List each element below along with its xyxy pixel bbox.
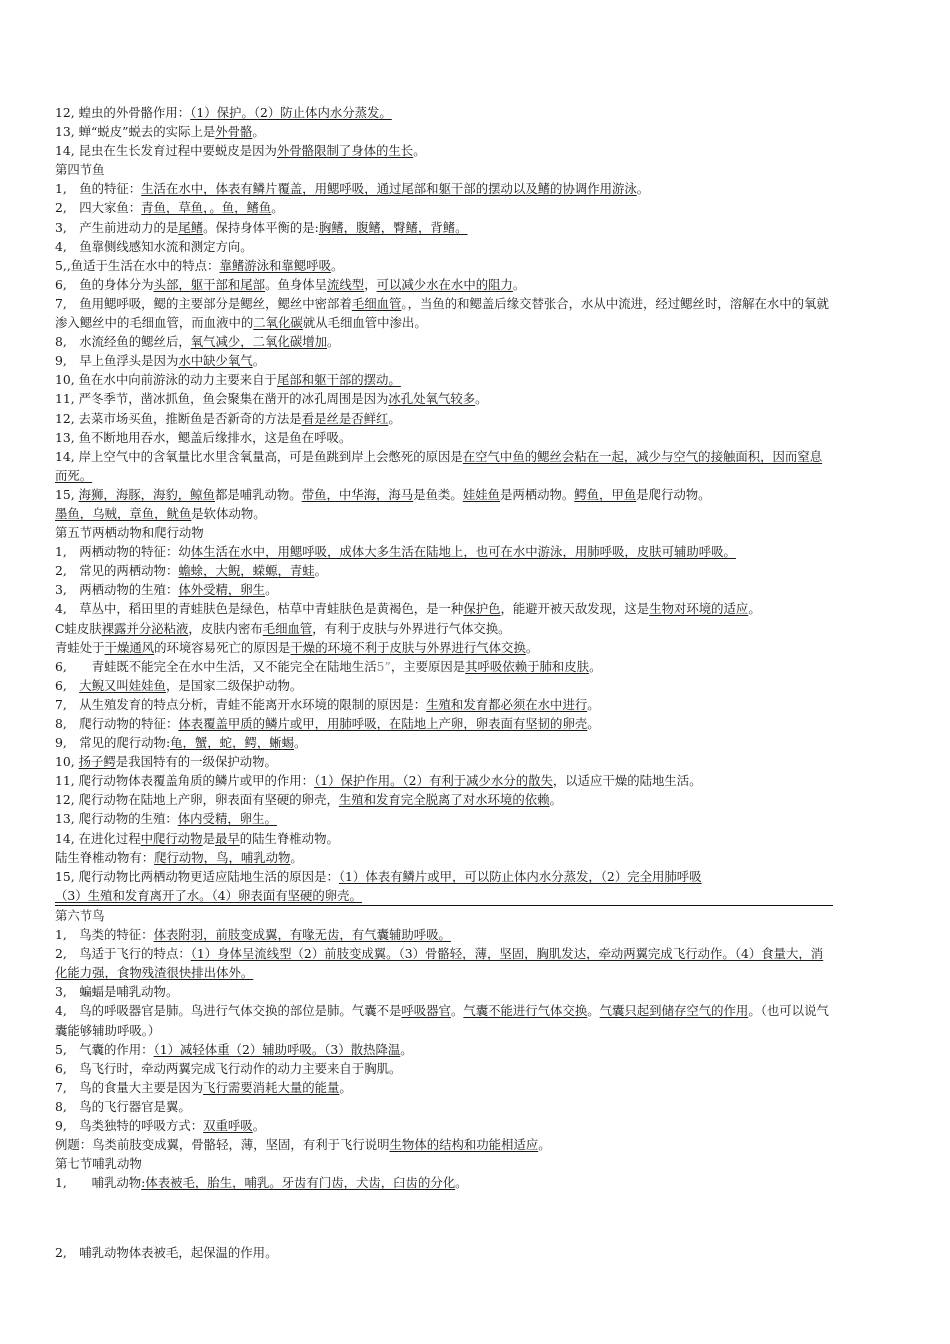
underlined-answer: 干燥通风 <box>104 639 155 655</box>
text-segment: 1, 两栖动物的特征：幼 <box>55 544 191 560</box>
text-segment: 。 <box>589 658 602 674</box>
text-segment: 的环境容易死亡的原因是 <box>154 639 291 655</box>
text-segment: 4, 鸟的呼吸器官是肺。鸟进行气体交换的部位是肺。气囊不是 <box>55 1003 402 1019</box>
text-line-l32 <box>55 733 833 752</box>
underlined-answer: （1）体表有鳞片或甲，可以防止体内水分蒸发，（2）完全用肺呼吸 <box>338 868 702 884</box>
text-line-l50 <box>55 1116 833 1135</box>
underlined-answer: （3）生殖和发育离开了水。（4）卵表面有坚硬的卵壳。 <box>55 887 362 903</box>
text-segment: 2, 鸟适于飞行的特点： <box>55 946 191 962</box>
underlined-answer: 生活在水中，体表有鳞片覆盖，用鳃呼吸，通过尾部和躯干部的摆动以及鳍的协调作用游泳 <box>141 181 637 197</box>
text-segment: 。 <box>290 849 303 865</box>
text-line-l49 <box>55 1097 833 1116</box>
text-segment: 12, 爬行动物在陆地上产卵，卵表面有坚硬的卵壳， <box>55 792 339 808</box>
text-segment: 9, 早上鱼浮头是因为 <box>55 353 179 369</box>
text-line-l19 <box>55 485 833 504</box>
underlined-answer: 体表覆盖甲质的鳞片或甲，用肺呼吸，在陆地上产卵，卵表面有坚韧的卵壳 <box>178 716 588 731</box>
text-line-l10 <box>55 275 833 294</box>
text-segment: 8, 水流经鱼的鳃丝后， <box>55 334 191 350</box>
text-segment: 2, 常见的两栖动物： <box>55 563 179 579</box>
text-line-l29 <box>55 676 833 695</box>
text-line-l02 <box>55 122 833 141</box>
document-page <box>55 103 833 1262</box>
underlined-answer: 体内受精，卵生。 <box>177 811 277 827</box>
text-segment: 。 <box>512 276 526 292</box>
text-segment: 10, <box>55 754 79 770</box>
text-line-l54 <box>55 1243 833 1262</box>
text-line-l34 <box>55 771 833 790</box>
text-segment: 14, 在进化过程 <box>55 830 141 846</box>
text-line-l38 <box>55 848 833 867</box>
underlined-answer: 冰孔处氧气较多 <box>388 391 476 407</box>
text-line-l17 <box>55 428 833 447</box>
underlined-answer: 体外受精，卵生 <box>178 582 266 598</box>
text-line-l22 <box>55 542 833 561</box>
underlined-answer: 体生活在水中，用鳃呼吸，成体大多生活在陆地上，也可在水中游泳，用肺呼吸，皮肤可辅助呼吸。 <box>190 544 736 560</box>
text-line-l33 <box>55 752 833 771</box>
text-line-l26 <box>55 619 833 638</box>
underlined-answer: 头部，躯干部和尾部 <box>153 276 266 292</box>
text-segment: 3, 产生前进动力的是 <box>55 219 179 235</box>
text-line-l35 <box>55 790 833 809</box>
text-segment: 例题：鸟类前肢变成翼，骨骼轻，薄，坚固，有利于飞行说明 <box>55 1137 390 1153</box>
text-segment: 。（也可以说气囊能够辅助呼吸。） <box>55 1003 829 1038</box>
underlined-answer: 墨鱼，乌贼，章鱼，鱿鱼 <box>55 505 192 521</box>
text-segment: 4, 鱼靠侧线感知水流和测定方向。 <box>55 238 253 254</box>
text-segment: ，以适应干燥的陆地生活。 <box>552 773 702 789</box>
underlined-answer: 鳄鱼，甲鱼 <box>574 486 637 502</box>
text-segment: 第六节鸟 <box>55 907 105 923</box>
text-segment: 。 <box>587 696 600 712</box>
text-segment: 。 <box>413 143 426 159</box>
underlined-answer: 外骨骼限制了身体的生长 <box>276 143 414 159</box>
text-line-l07 <box>55 218 833 237</box>
text-line-l42 <box>55 925 833 944</box>
text-segment: 5,,鱼适于生活在水中的特点： <box>55 257 220 273</box>
text-line-l37 <box>55 829 833 848</box>
text-segment: 。保持身体平衡的是: <box>203 219 319 235</box>
text-segment: 3, 蝙蝠是哺乳动物。 <box>55 984 179 1000</box>
underlined-answer: 其呼吸依赖于肺和皮肤 <box>465 658 590 674</box>
text-segment: 13, 爬行动物的生殖： <box>55 811 178 827</box>
text-segment: 。 <box>400 1041 413 1057</box>
text-segment: 是我国特有的一级保护动物。 <box>115 754 277 770</box>
text-line-l52 <box>55 1154 833 1173</box>
text-segment: 13, 鱼不断地用吞水，鳃盖后缘排水，这是鱼在呼吸。 <box>55 429 352 445</box>
text-segment: ， <box>364 276 377 292</box>
underlined-answer: 蟾蜍，大鲵，蝾螈，青蛙 <box>178 563 315 579</box>
text-segment: 是爬行动物。 <box>636 486 711 502</box>
text-segment: 第四节鱼 <box>55 162 105 178</box>
underlined-answer: 可以减少水在水中的阻力 <box>376 276 513 292</box>
text-line-l11 <box>55 294 833 332</box>
underlined-answer: 扬子鳄 <box>78 754 116 770</box>
text-segment: 1, 哺乳动物 <box>55 1175 142 1191</box>
text-segment: 。 <box>636 181 650 197</box>
underlined-answer: 保护色 <box>463 601 501 617</box>
text-line-l20 <box>55 504 833 523</box>
text-line-l24 <box>55 580 833 599</box>
text-line-l23 <box>55 561 833 580</box>
underlined-answer: 中爬行动物 <box>140 830 203 846</box>
text-segment: 14, 昆虫在生长发育过程中要蜕皮是因为 <box>55 143 277 159</box>
text-segment: C蛙皮肤 <box>55 620 102 636</box>
text-segment: 。 <box>538 1137 551 1153</box>
underlined-answer: 龟，蟹，蛇，鳄，蜥蜴 <box>170 735 295 751</box>
text-segment: 。 <box>330 257 344 273</box>
text-line-l36 <box>55 809 833 828</box>
text-segment: 1, 鱼的特征： <box>55 181 142 197</box>
text-segment: 。 <box>252 1117 266 1133</box>
text-line-l25 <box>55 599 833 618</box>
underlined-answer: 尾部和躯干部的摆动。 <box>276 372 401 388</box>
text-segment: 7, 从生殖发育的特点分析，青蛙不能离开水环境的限制的原因是： <box>55 696 427 712</box>
underlined-answer: 爬行动物，鸟，哺乳动物 <box>154 849 291 865</box>
text-segment: 都是哺乳动物。 <box>214 486 302 502</box>
text-segment: 5” <box>376 658 391 674</box>
underlined-answer: 氧气减少，二氧化碳增加 <box>190 334 328 350</box>
text-segment: 8, 爬行动物的特征： <box>55 716 179 731</box>
text-line-l03 <box>55 141 833 160</box>
text-line-l47 <box>55 1059 833 1078</box>
text-segment: 11, 爬行动物体表覆盖角质的鳞片或甲的作用： <box>55 773 315 789</box>
text-segment: 是鱼类。 <box>413 486 463 502</box>
underlined-answer: 娃娃鱼 <box>462 486 500 502</box>
text-segment: 。 <box>265 582 278 598</box>
text-segment: 7, 鱼用鳃呼吸，鳃的主要部分是鳃丝，鳃丝中密部着 <box>55 295 352 311</box>
text-segment: 14, 岸上空气中的含氧量比水里含氧量高，可是鱼跳到岸上会憋死的原因是 <box>55 448 463 464</box>
underlined-answer: 双重呼吸 <box>203 1117 253 1133</box>
underlined-answer: 胸鳍，腹鳍，臀鳍，背鳍。 <box>318 219 468 235</box>
underlined-answer: 生物对环境的适应 <box>649 601 749 617</box>
underlined-answer: 在空气中鱼的鳃丝会粘在一起，减少与空气的接触面积，因而窒息而死。 <box>55 448 823 483</box>
text-line-l53 <box>55 1173 833 1192</box>
underlined-answer: 大鲵又叫娃娃鱼 <box>79 677 166 693</box>
text-segment: 。 <box>388 410 401 426</box>
underlined-answer: 流线型 <box>327 276 365 292</box>
text-segment: 。 <box>587 1003 600 1019</box>
text-segment: 的陆生脊椎动物。 <box>239 830 339 846</box>
text-line-l04 <box>55 160 833 179</box>
text-line-l40 <box>55 886 833 906</box>
text-line-l01 <box>55 103 833 122</box>
text-segment: 1, 鸟类的特征： <box>55 927 154 943</box>
text-line-l16 <box>55 409 833 428</box>
text-segment: 。 <box>455 1175 468 1191</box>
text-segment: 第七节哺乳动物 <box>55 1156 142 1172</box>
text-line-l09 <box>55 256 833 275</box>
text-segment: 是 <box>202 830 215 846</box>
text-segment: 12, 蝗虫的外骨骼作用： <box>55 105 191 120</box>
text-line-l39 <box>55 867 833 886</box>
text-segment: 。 <box>271 200 284 216</box>
text-segment: 2, 哺乳动物体表被毛，起保温的作用。 <box>55 1245 278 1261</box>
text-segment: 12, 去菜市场买鱼，推断鱼是否新奇的方法是 <box>55 410 302 426</box>
text-segment: 青蛙处于 <box>55 639 105 655</box>
text-segment: 。 <box>587 716 600 731</box>
text-segment: 5, 气囊的作用： <box>55 1041 154 1057</box>
text-line-l21 <box>55 523 833 542</box>
underlined-answer: （1）保护作用。（2）有利于减少水分的散失 <box>314 773 553 789</box>
underlined-answer: 带鱼，中华海，海马 <box>301 486 414 502</box>
text-segment: 6, 鱼的身体分为 <box>55 276 154 292</box>
text-segment: 陆生脊椎动物有： <box>55 849 155 865</box>
text-segment: 。，当鱼的和鳃盖后缘交替张合，水从中流进，经过鳃丝时，溶解在水中的氧就渗入鳃丝中的毛细血管，而血液中的 <box>55 295 829 331</box>
text-segment: 2, 四大家鱼： <box>55 200 142 216</box>
text-segment: ，有利于皮肤与外界进行气体交换。 <box>312 620 511 636</box>
underlined-answer: 生物体的结构和功能相适应 <box>389 1137 539 1153</box>
text-segment: 就从毛细血管中渗出。 <box>302 315 427 331</box>
underlined-answer: 最早 <box>214 830 240 846</box>
text-line-l41 <box>55 906 833 925</box>
text-segment: 13, 蝉“蜕皮”蜕去的实际上是 <box>55 124 216 140</box>
underlined-answer: 呼吸器官 <box>401 1003 451 1019</box>
text-line-l18 <box>55 447 833 485</box>
text-line-l05 <box>55 179 833 198</box>
text-segment: ，主要原因是 <box>390 658 466 674</box>
text-line-l51 <box>55 1135 833 1154</box>
text-segment: 15, <box>55 486 79 502</box>
text-segment: ，皮肤内密布 <box>188 620 263 636</box>
underlined-answer: 尾鳍 <box>178 219 204 235</box>
text-segment: 15, 爬行动物比两栖动物更适应陆地生活的原因是： <box>55 868 339 884</box>
text-segment: 。 <box>314 563 328 579</box>
text-segment: 11, 严冬季节，凿冰抓鱼，鱼会聚集在凿开的冰孔周围是因为 <box>55 391 389 407</box>
text-line-l12 <box>55 332 833 351</box>
blank-line <box>55 1208 833 1227</box>
underlined-answer: （1）减轻体重（2）辅助呼吸。（3）散热降温 <box>153 1041 401 1057</box>
text-segment: 。 <box>450 1003 464 1019</box>
text-line-l48 <box>55 1078 833 1097</box>
text-line-l44 <box>55 982 833 1001</box>
text-segment: 6, 青蛙既不能完全在水中生活，又不能完全在陆地生活 <box>55 658 377 674</box>
underlined-answer: 气囊只起到储存空气的作用 <box>599 1003 749 1019</box>
text-segment: 3, 两栖动物的生殖： <box>55 582 179 598</box>
text-segment: 。 <box>748 601 761 617</box>
text-line-l06 <box>55 198 833 217</box>
underlined-answer: 外骨骼 <box>215 124 253 140</box>
underlined-answer: 青鱼，草鱼，。鱼，鳍鱼 <box>141 200 272 216</box>
underlined-answer: 裸露并分泌粘液 <box>101 620 189 636</box>
text-line-l28 <box>55 657 833 676</box>
text-line-l30 <box>55 695 833 714</box>
underlined-answer: 体表附羽，前肢变成翼，有喙无齿，有气囊辅助呼吸。 <box>153 927 451 943</box>
text-line-l14 <box>55 370 833 389</box>
text-line-l15 <box>55 389 833 408</box>
underlined-answer: 二氧化碳 <box>253 315 303 331</box>
text-segment: 9, 鸟类独特的呼吸方式： <box>55 1117 204 1133</box>
text-segment: 。 <box>252 124 265 140</box>
underlined-answer: 飞行需要消耗大量的能量 <box>203 1079 340 1095</box>
text-segment: 。 <box>525 639 539 655</box>
underlined-answer: 毛细血管 <box>351 295 402 311</box>
underlined-answer: 干燥的环境不利于皮肤与外界进行气体交换 <box>290 639 526 655</box>
underlined-answer: 海狮，海豚，海豹，鲸鱼 <box>78 486 215 502</box>
text-line-l45 <box>55 1001 833 1039</box>
text-segment: 。 <box>475 391 488 407</box>
text-segment: 6, <box>55 677 80 693</box>
underlined-answer: :体表被毛，胎生，哺乳。牙齿有门齿，犬齿，臼齿的分化 <box>141 1175 456 1191</box>
text-segment: 9, 常见的爬行动物: <box>55 735 171 751</box>
text-segment: 10, 鱼在水中向前游泳的动力主要来自于 <box>55 372 277 388</box>
underlined-answer: （1）身体呈流线型（2）前肢变成翼。（3）骨骼轻，薄，坚固，胸肌发达，牵动两翼完成飞行动作。（4）食量大，消化能力强，食物残渣很快排出体外。 <box>55 946 824 981</box>
text-line-l13 <box>55 351 833 370</box>
text-line-l31 <box>55 714 833 733</box>
text-segment: 。 <box>327 334 340 350</box>
text-segment: 4, 草丛中，稻田里的青蛙肤色是绿色，枯草中青蛙肤色是黄褐色，是一种 <box>55 601 464 617</box>
underlined-answer: 气囊不能进行气体交换 <box>463 1003 588 1019</box>
underlined-answer: 水中缺少氧气 <box>178 353 253 369</box>
underlined-answer: 生殖和发育完全脱离了对水环境的依赖 <box>338 792 550 808</box>
text-line-l43 <box>55 944 833 982</box>
underlined-answer: 毛细血管 <box>262 620 313 636</box>
text-segment: 是两栖动物。 <box>499 486 575 502</box>
text-segment: 7, 鸟的食量大主要是因为 <box>55 1079 204 1095</box>
underlined-answer: 生殖和发育都必须在水中进行 <box>426 696 588 712</box>
underlined-answer: 靠鳍游泳和靠鳃呼吸 <box>219 257 331 273</box>
text-line-l08 <box>55 237 833 256</box>
text-segment: 。鱼身体呈 <box>265 276 328 292</box>
text-segment: ，能避开被天敌发现，这是 <box>500 601 650 617</box>
text-segment: 。 <box>549 792 562 808</box>
underlined-answer: 看是丝是否鲜红 <box>301 410 389 426</box>
text-segment: 是软体动物。 <box>191 505 266 521</box>
text-line-l46 <box>55 1040 833 1059</box>
text-segment: 。 <box>252 353 266 369</box>
text-segment: ，是国家二级保护动物。 <box>165 677 303 693</box>
text-segment: 8, 鸟的飞行器官是翼。 <box>55 1098 191 1114</box>
underlined-answer: （1）保护。（2）防止体内水分蒸发。 <box>190 105 392 120</box>
text-line-l27 <box>55 638 833 657</box>
text-segment: 第五节两栖动物和爬行动物 <box>55 525 204 541</box>
text-segment: 6, 鸟飞行时，牵动两翼完成飞行动作的动力主要来自于胸肌。 <box>55 1060 402 1076</box>
text-segment: 。 <box>339 1079 352 1095</box>
text-segment: 。 <box>294 735 307 751</box>
